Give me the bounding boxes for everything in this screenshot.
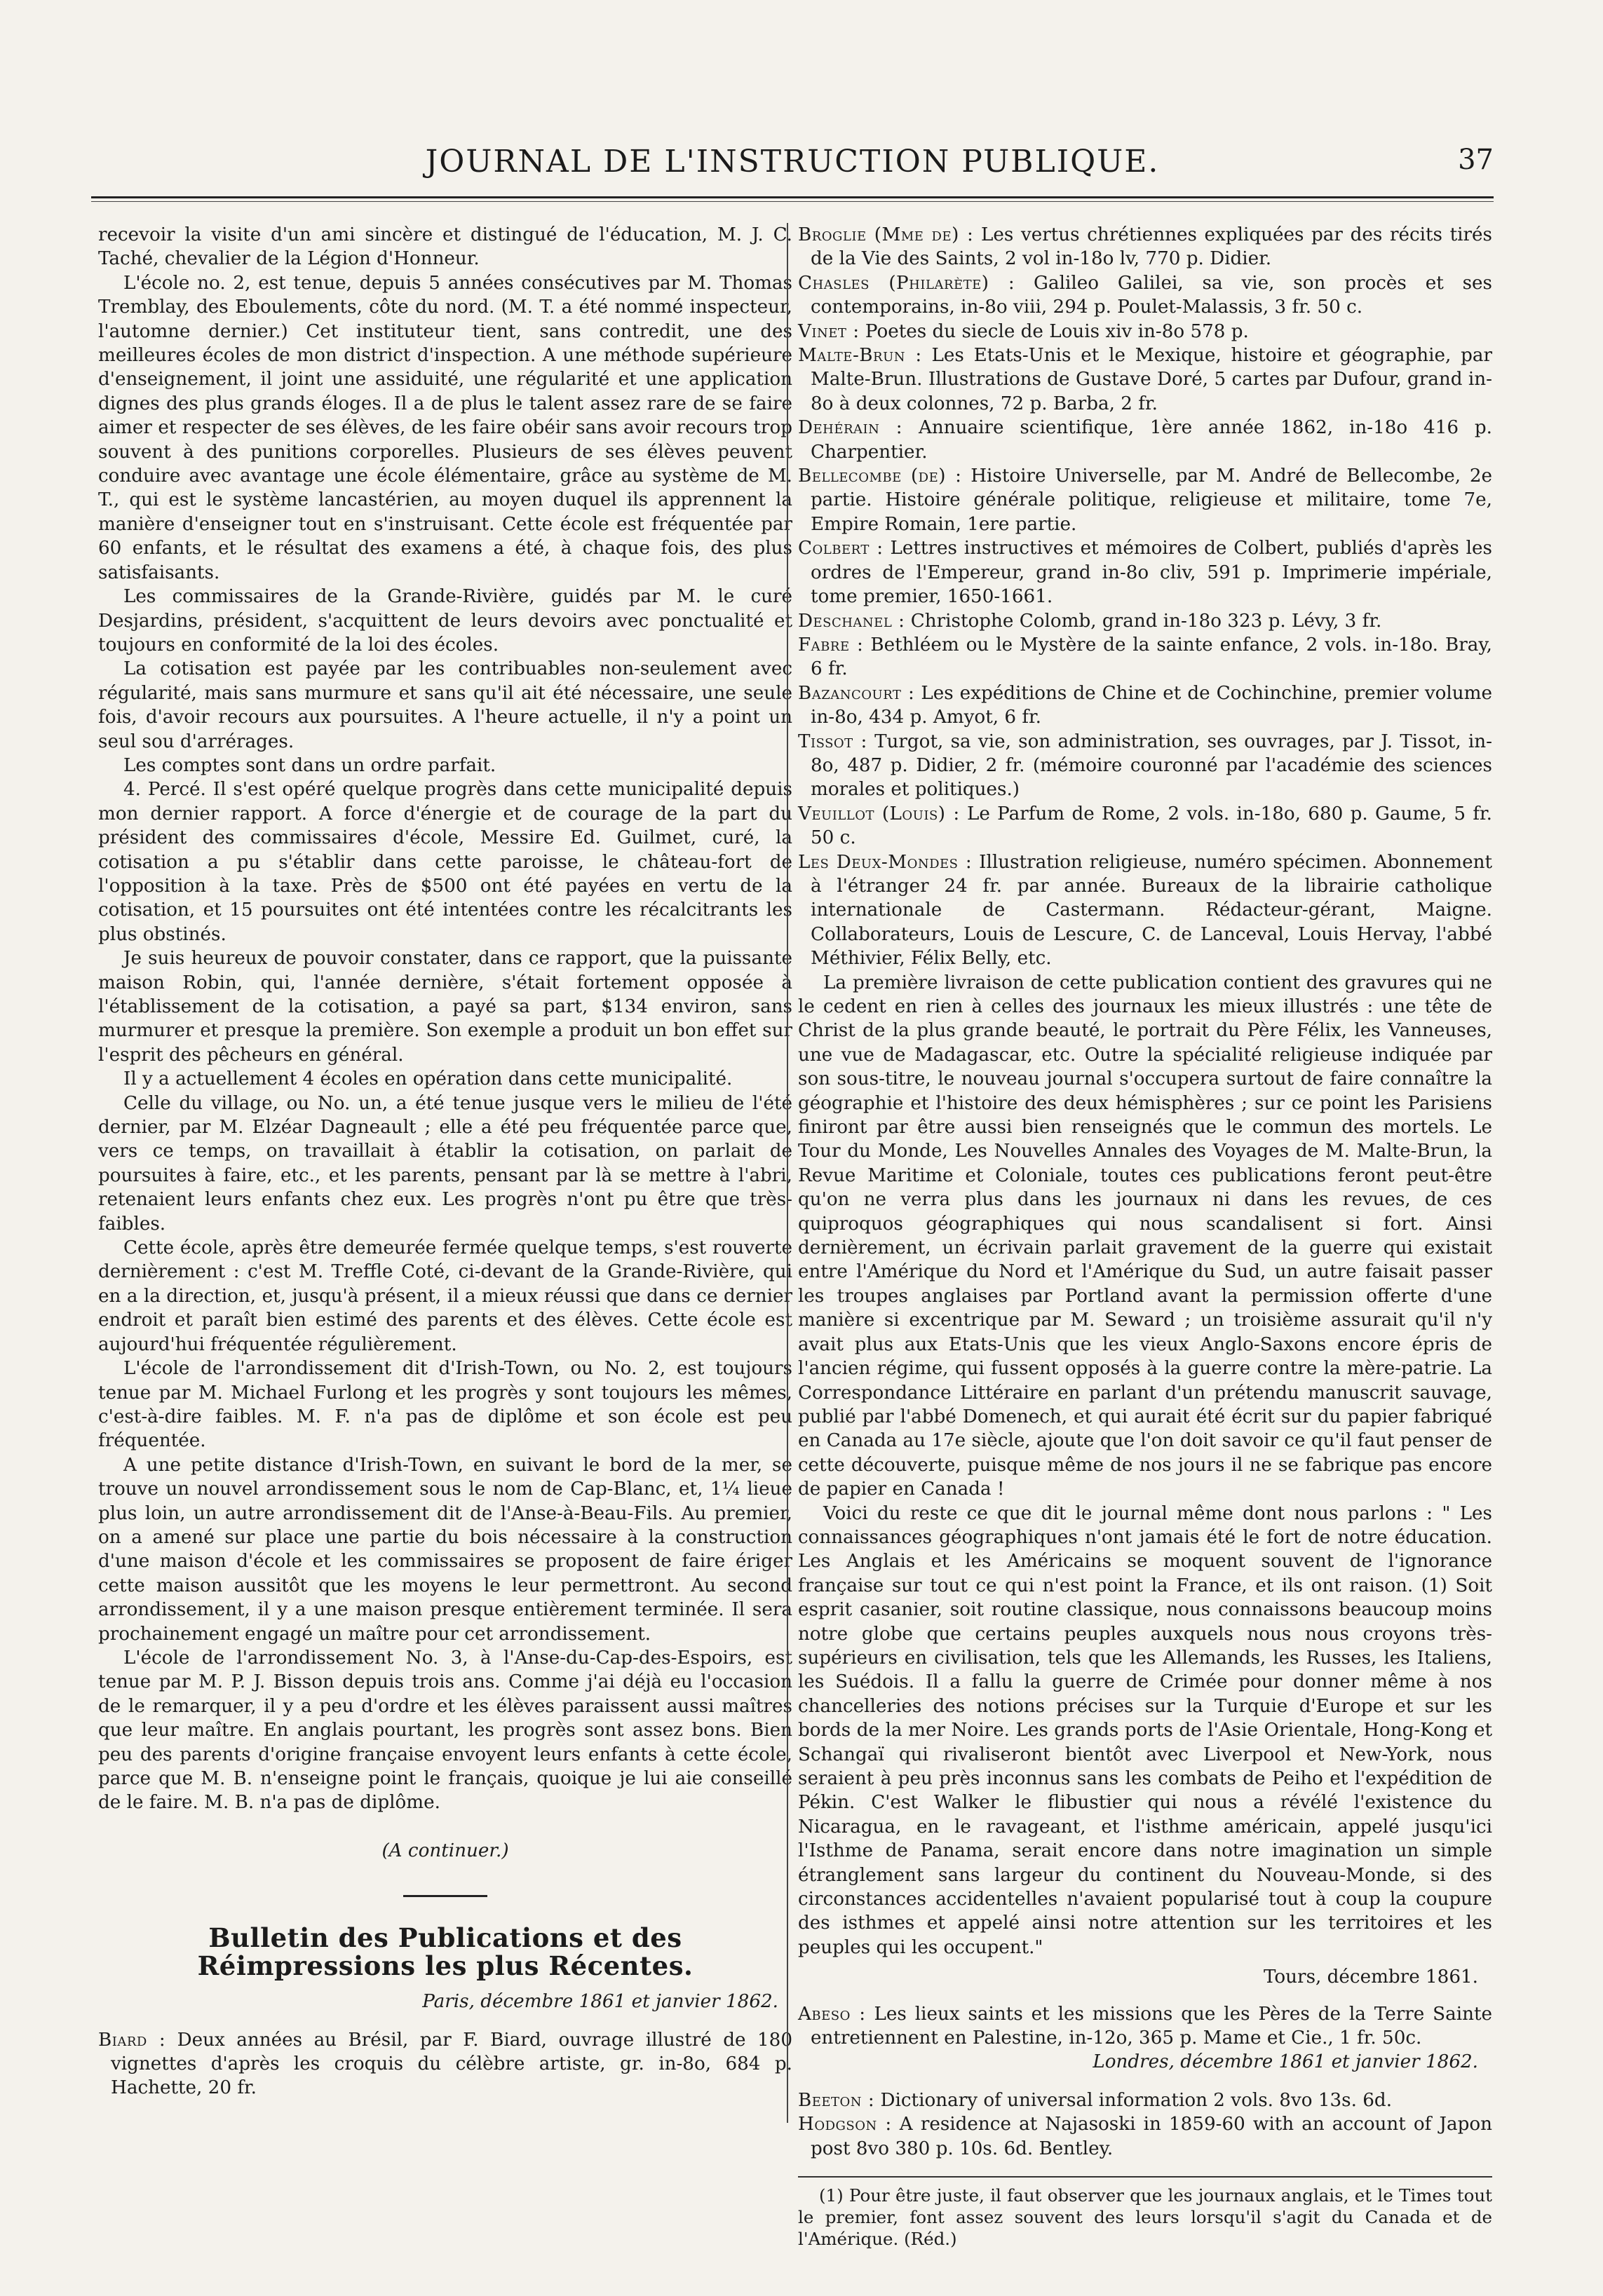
entry-author: Biard : <box>98 2029 166 2051</box>
entry-author: Vinet : <box>798 320 860 342</box>
bibliography-entry <box>798 223 1492 271</box>
entry-author: Chasles (Philarète) : <box>798 272 1015 294</box>
bibliography-entry <box>798 609 1492 633</box>
bibliography-entry <box>798 2002 1492 2051</box>
entry-text: Les lieux saints et les missions que les Pères de la Terre Sainte entretiennent en Palestine, in-12o, 365 p. Mame et Cie., 1 fr. 50c. <box>811 2003 1492 2049</box>
paragraph: La cotisation est payée par les contribuables non-seulement avec régularité, mais sans murmure et sans qu'il ait été nécessaire, une seule fois, d'avoir recours aux poursuites. A l'heure actuelle, il n'y a point un seul sou d'arrérages. <box>98 658 792 752</box>
paragraph: A une petite distance d'Irish-Town, en suivant le bord de la mer, se trouve un nouvel arrondissement sous le nom de Cap-Blanc, et, 1¼ lieue plus loin, un autre arrondissement dit de l'Anse-à-Beau-Fils. Au premier, on a amené sur place une partie du bois nécessaire à la construction d'une maison d'école et les commissaires se proposent de faire ériger cette maison aussitôt que les moyens le leur permettront. Au second arrondissement, il y a une maison presque entièrement terminée. Il sera prochainement engagé un maître pour cet arrondissement. <box>98 1454 792 1645</box>
section-rule <box>403 1895 487 1897</box>
entry-text: A residence at Najasoski in 1859-60 with an account of Japon post 8vo 380 p. 10s. 6d. Bentley. <box>811 2114 1492 2159</box>
entry-author: Beeton : <box>798 2089 875 2111</box>
bibliography-entry <box>798 464 1492 536</box>
entry-text: Les vertus chrétiennes expliquées par des récits tirés de la Vie des Saints, 2 vol in-18o lv, 770 p. Didier. <box>811 224 1492 270</box>
entry-author: Veuillot (Louis) : <box>798 803 960 824</box>
entry-text: Le Parfum de Rome, 2 vols. in-18o, 680 p. Gaume, 5 fr. 50 c. <box>811 803 1492 849</box>
footnote: (1) Pour être juste, il faut observer que les journaux anglais, et le Times tout le premier, font assez souvent des leurs lorsqu'il s'agit du Canada et de l'Amérique. (Réd.) <box>798 2185 1492 2250</box>
bibliography-entry <box>798 416 1492 464</box>
bibliography-entry <box>98 2028 792 2100</box>
column-divider <box>787 223 788 2123</box>
left-column <box>98 223 792 2100</box>
paragraph: Celle du village, ou No. un, a été tenue jusque vers le milieu de l'été dernier, par M. Elzéar Dagneault ; elle a été peu fréquentée parce que, vers ce temps, on travaillait à établir la cotisation, on parlait de poursuites à faire, etc., et les parents, pensant par là se mettre à l'abri, retenaient leurs enfants chez eux. Les progrès n'ont pu être que très-faibles. <box>98 1092 792 1235</box>
paragraph: Je suis heureux de pouvoir constater, dans ce rapport, que la puissante maison Robin, qui, l'année dernière, s'était fortement opposée à l'établissement de la cotisation, a payé sa part, $134 environ, sans murmurer et presque la première. Son exemple a produit un bon effet sur l'esprit des pêcheurs en général. <box>98 948 792 1066</box>
bibliography-entry <box>798 344 1492 416</box>
footnote-rule <box>798 2176 1492 2178</box>
entry-author: Dehérain : <box>798 417 903 439</box>
entry-text: Illustration religieuse, numéro spécimen. Abonnement à l'étranger 24 fr. par année. Bureaux de la librairie catholique internationale de Castermann. Rédacteur-gérant, Maigne. Collaborateurs, Louis de Lescure, C. de Lanceval, Louis Hervay, l'abbé Méthivier, Félix Belly, etc. <box>811 851 1492 970</box>
bibliography-entry <box>798 730 1492 802</box>
bibliography-entry <box>798 320 1492 344</box>
paragraph: Cette école, après être demeurée fermée quelque temps, s'est rouverte dernièrement : c'est M. Treffle Coté, ci-devant de la Grande-Rivière, qui en a la direction, et, jusqu'à présent, il a mieux réussi que dans ce dernier endroit et paraît bien estimé des parents et des élèves. Cette école est aujourd'hui fréquentée régulièrement. <box>98 1237 792 1355</box>
entry-text: Christophe Colomb, grand in-18o 323 p. Lévy, 3 fr. <box>905 610 1382 632</box>
paragraph: L'école de l'arrondissement dit d'Irish-Town, ou No. 2, est toujours tenue par M. Michael Furlong et les progrès y sont toujours les mêmes, c'est-à-dire faibles. M. F. n'a pas de diplôme et son école est peu fréquentée. <box>98 1358 792 1452</box>
paragraph: Il y a actuellement 4 écoles en opération dans cette municipalité. <box>123 1068 733 1090</box>
page-header <box>91 144 1494 186</box>
entry-text: Turgot, sa vie, son administration, ses ouvrages, par J. Tissot, in-8o, 487 p. Didier, 2 fr. (mémoire couronné par l'académie des sciences morales et politiques.) <box>811 731 1493 801</box>
entry-text: Deux années au Brésil, par F. Biard, ouvrage illustré de 180 vignettes d'après les croquis du célèbre artiste, gr. in-8o, 684 p. Hachette, 20 fr. <box>111 2029 792 2099</box>
to-be-continued: (A continuer.) <box>381 1840 509 1861</box>
bibliography-entry <box>798 681 1492 730</box>
entry-author: Tissot : <box>798 731 867 752</box>
entry-author: Abeso : <box>798 2003 866 2025</box>
entry-author: Colbert : <box>798 538 884 559</box>
paragraph: Les comptes sont dans un ordre parfait. <box>123 754 496 776</box>
entry-text: Les expéditions de Chine et de Cochinchine, premier volume in-8o, 434 p. Amyot, 6 fr. <box>811 682 1492 728</box>
signature: Tours, décembre 1861. <box>1263 1966 1478 1988</box>
entry-text: Galileo Galilei, sa vie, son procès et ses contemporains, in-8o viii, 294 p. Poulet-Malassis, 3 fr. 50 c. <box>811 272 1492 318</box>
bibliography-entry <box>798 271 1492 320</box>
entry-author: Les Deux-Mondes : <box>798 851 973 873</box>
entry-author: Fabre : <box>798 634 864 655</box>
bulletin-dateline: Paris, décembre 1861 et janvier 1862. <box>422 1991 778 2013</box>
entry-text: Bethléem ou le Mystère de la sainte enfance, 2 vols. in-18o. Bray, 6 fr. <box>811 634 1492 680</box>
bibliography-entry <box>798 536 1492 609</box>
paragraph: Les commissaires de la Grande-Rivière, guidés par M. le curé Desjardins, président, s'acquittent de leurs devoirs avec ponctualité et toujours en conformité de la loi des écoles. <box>98 586 792 655</box>
header-rule <box>91 196 1494 202</box>
paragraph: Voici du reste ce que dit le journal même dont nous parlons : " Les connaissances géographiques n'ont jamais été le fort de notre éducation. Les Anglais et les Américains se moquent souvent de l'ignorance française sur tout ce qui n'est point la France, et ils ont raison. (1) Soit esprit casanier, soit routine classique, nous connaissons beaucoup moins notre globe que certains peuples auxquels nous nous croyons très-supérieurs en civilisation, tels que les Allemands, les Russes, les Italiens, les Suédois. Il a fallu la guerre de Crimée pour donner même à nos chancelleries des notions précises sur la Turquie d'Europe et sur les bords de la mer Noire. Les grands ports de l'Asie Orientale, Hong-Kong et Schangaï qui rivaliseront bientôt avec Liverpool et New-York, nous seraient à peu près inconnus sans les combats de Peiho et l'expédition de Pékin. C'est Walker le flibustier qui nous a révélé l'existence du Nicaragua, en le ravageant, et l'isthme américain, appelé jusqu'ici l'Isthme de Panama, serait encore dans notre imagination un simple étranglement sans largeur du continent du Nouveau-Monde, si des circonstances accidentelles n'avaient popularisé tout à coup la coupure des isthmes et appelé ainsi notre attention sur les territoires et les peuples qui les occupent." <box>798 1502 1492 1958</box>
bibliography-entry <box>798 850 1492 971</box>
entry-text: Annuaire scientifique, 1ère année 1862, in-18o 416 p. Charpentier. <box>811 417 1492 463</box>
entry-text: Lettres instructives et mémoires de Colbert, publiés d'après les ordres de l'Empereur, grand in-8o cliv, 591 p. Imprimerie impériale, tome premier, 1650-1661. <box>811 538 1492 608</box>
paragraph: recevoir la visite d'un ami sincère et distingué de l'éducation, M. J. C. Taché, chevalier de la Légion d'Honneur. <box>98 224 792 270</box>
entry-author: Bellecombe (de) : <box>798 466 962 487</box>
paragraph: 4. Percé. Il s'est opéré quelque progrès dans cette municipalité depuis mon dernier rapport. A force d'énergie et de courage de la part du président des commissaires d'école, Messire Ed. Guilmet, curé, la cotisation a pu s'établir dans cette paroisse, le château-fort de l'opposition à la taxe. Près de $500 ont été payées en vertu de la cotisation, et 15 poursuites ont été intentées contre les récalcitrants les plus obstinés. <box>98 779 792 945</box>
entry-author: Hodgson : <box>798 2114 892 2135</box>
bibliography-entry <box>798 633 1492 681</box>
entry-author: Deschanel : <box>798 610 905 632</box>
bibliography-entry <box>798 802 1492 850</box>
bibliography-entry <box>798 2112 1492 2161</box>
entry-author: Malte-Brun : <box>798 345 922 367</box>
bulletin-heading: Bulletin des Publications et des Réimpressions les plus Récentes. <box>197 1922 694 1982</box>
entry-text: Histoire Universelle, par M. André de Bellecombe, 2e partie. Histoire générale politique, religieuse et militaire, tome 7e, Empire Romain, 1ere partie. <box>811 466 1492 535</box>
entry-author: Bazancourt : <box>798 682 915 704</box>
paragraph: L'école no. 2, est tenue, depuis 5 années consécutives par M. Thomas Tremblay, des Eboulements, côte du nord. (M. T. a été nommé inspecteur, l'automne dernier.) Cet instituteur tient, sans contredit, une des meilleures écoles de mon district d'inspection. A une méthode supérieure d'enseignement, il joint une assiduité, une régularité et une application dignes des plus grands éloges. Il a de plus le talent assez rare de se faire aimer et respecter de ses élèves, de les faire obéir sans avoir recours trop souvent à des punitions corporelles. Plusieurs de ses élèves peuvent conduire avec avantage une école élémentaire, grâce au système de M. T., qui est le système lancastérien, au moyen duquel ils apprennent la manière d'enseigner tout en s'instruisant. Cette école est fréquentée par 60 enfants, et le résultat des examens a été, à chaque fois, des plus satisfaisants. <box>98 272 792 583</box>
entry-text: Poetes du siecle de Louis xiv in-8o 578 p. <box>859 320 1249 342</box>
right-column <box>798 223 1492 2250</box>
paragraph: L'école de l'arrondissement No. 3, à l'Anse-du-Cap-des-Espoirs, est tenue par M. P. J. Bisson depuis trois ans. Comme j'ai déjà eu l'occasion de le remarquer, il y a peu d'ordre et les élèves paraissent aussi maîtres que leur maître. En anglais pourtant, les progrès sont assez bons. Bien peu des parents d'origine française envoyent leurs enfants à cette école, parce que M. B. n'enseigne point le français, quoique je lui aie conseillé de le faire. M. B. n'a pas de diplôme. <box>98 1647 792 1814</box>
london-dateline: Londres, décembre 1861 et janvier 1862. <box>1093 2051 1478 2073</box>
entry-text: Dictionary of universal information 2 vols. 8vo 13s. 6d. <box>874 2089 1393 2111</box>
running-title: JOURNAL DE L'INSTRUCTION PUBLIQUE. <box>425 144 1160 179</box>
entry-text: Les Etats-Unis et le Mexique, histoire et géographie, par Malte-Brun. Illustrations de Gustave Doré, 5 cartes par Dufour, grand in-8o à deux colonnes, 72 p. Barba, 2 fr. <box>811 345 1492 414</box>
bibliography-entry <box>798 2088 1492 2112</box>
page-number: 37 <box>1458 144 1494 176</box>
paragraph: La première livraison de cette publication contient des gravures qui ne le cedent en rien à celles des journaux les mieux illustrés : une tête de Christ de la plus grande beauté, le portrait du Père Félix, les Vanneuses, une vue de Madagascar, etc. Outre la spécialité religieuse indiquée par son sous-titre, le nouveau journal s'occupera surtout de faire connaître la géographie et l'histoire des deux hémisphères ; sur ce point les Parisiens finiront par être aussi bien renseignés que le commun des mortels. Le Tour du Monde, Les Nouvelles Annales des Voyages de M. Malte-Brun, la Revue Maritime et Coloniale, toutes ces publications feront peut-être qu'on ne verra plus dans les journaux ni dans les revues, de ces quiproquos géographiques qui nous scandalisent si fort. Ainsi dernièrement, un écrivain parlait gravement de la guerre qui existait entre l'Amérique du Nord et l'Amérique du Sud, un autre faisait passer les troupes anglaises par Portland avant la permission offerte d'une manière si excentrique par M. Seward ; un troisième assurait qu'il n'y avait plus aux Etats-Unis que les vieux Anglo-Saxons encore épris de l'ancien régime, qui fussent opposés à la guerre contre la mère-patrie. La Correspondance Littéraire en parlant d'un prétendu manuscrit sauvage, publié par l'abbé Domenech, et qui aurait été écrit sur du papier fabriqué en Canada au 17e siècle, ajoute que l'on doit savoir ce qu'il faut penser de cette découverte, puisque même de nos jours il ne se fabrique pas encore de papier en Canada ! <box>798 972 1492 1500</box>
entry-author: Broglie (Mme de) : <box>798 224 974 245</box>
